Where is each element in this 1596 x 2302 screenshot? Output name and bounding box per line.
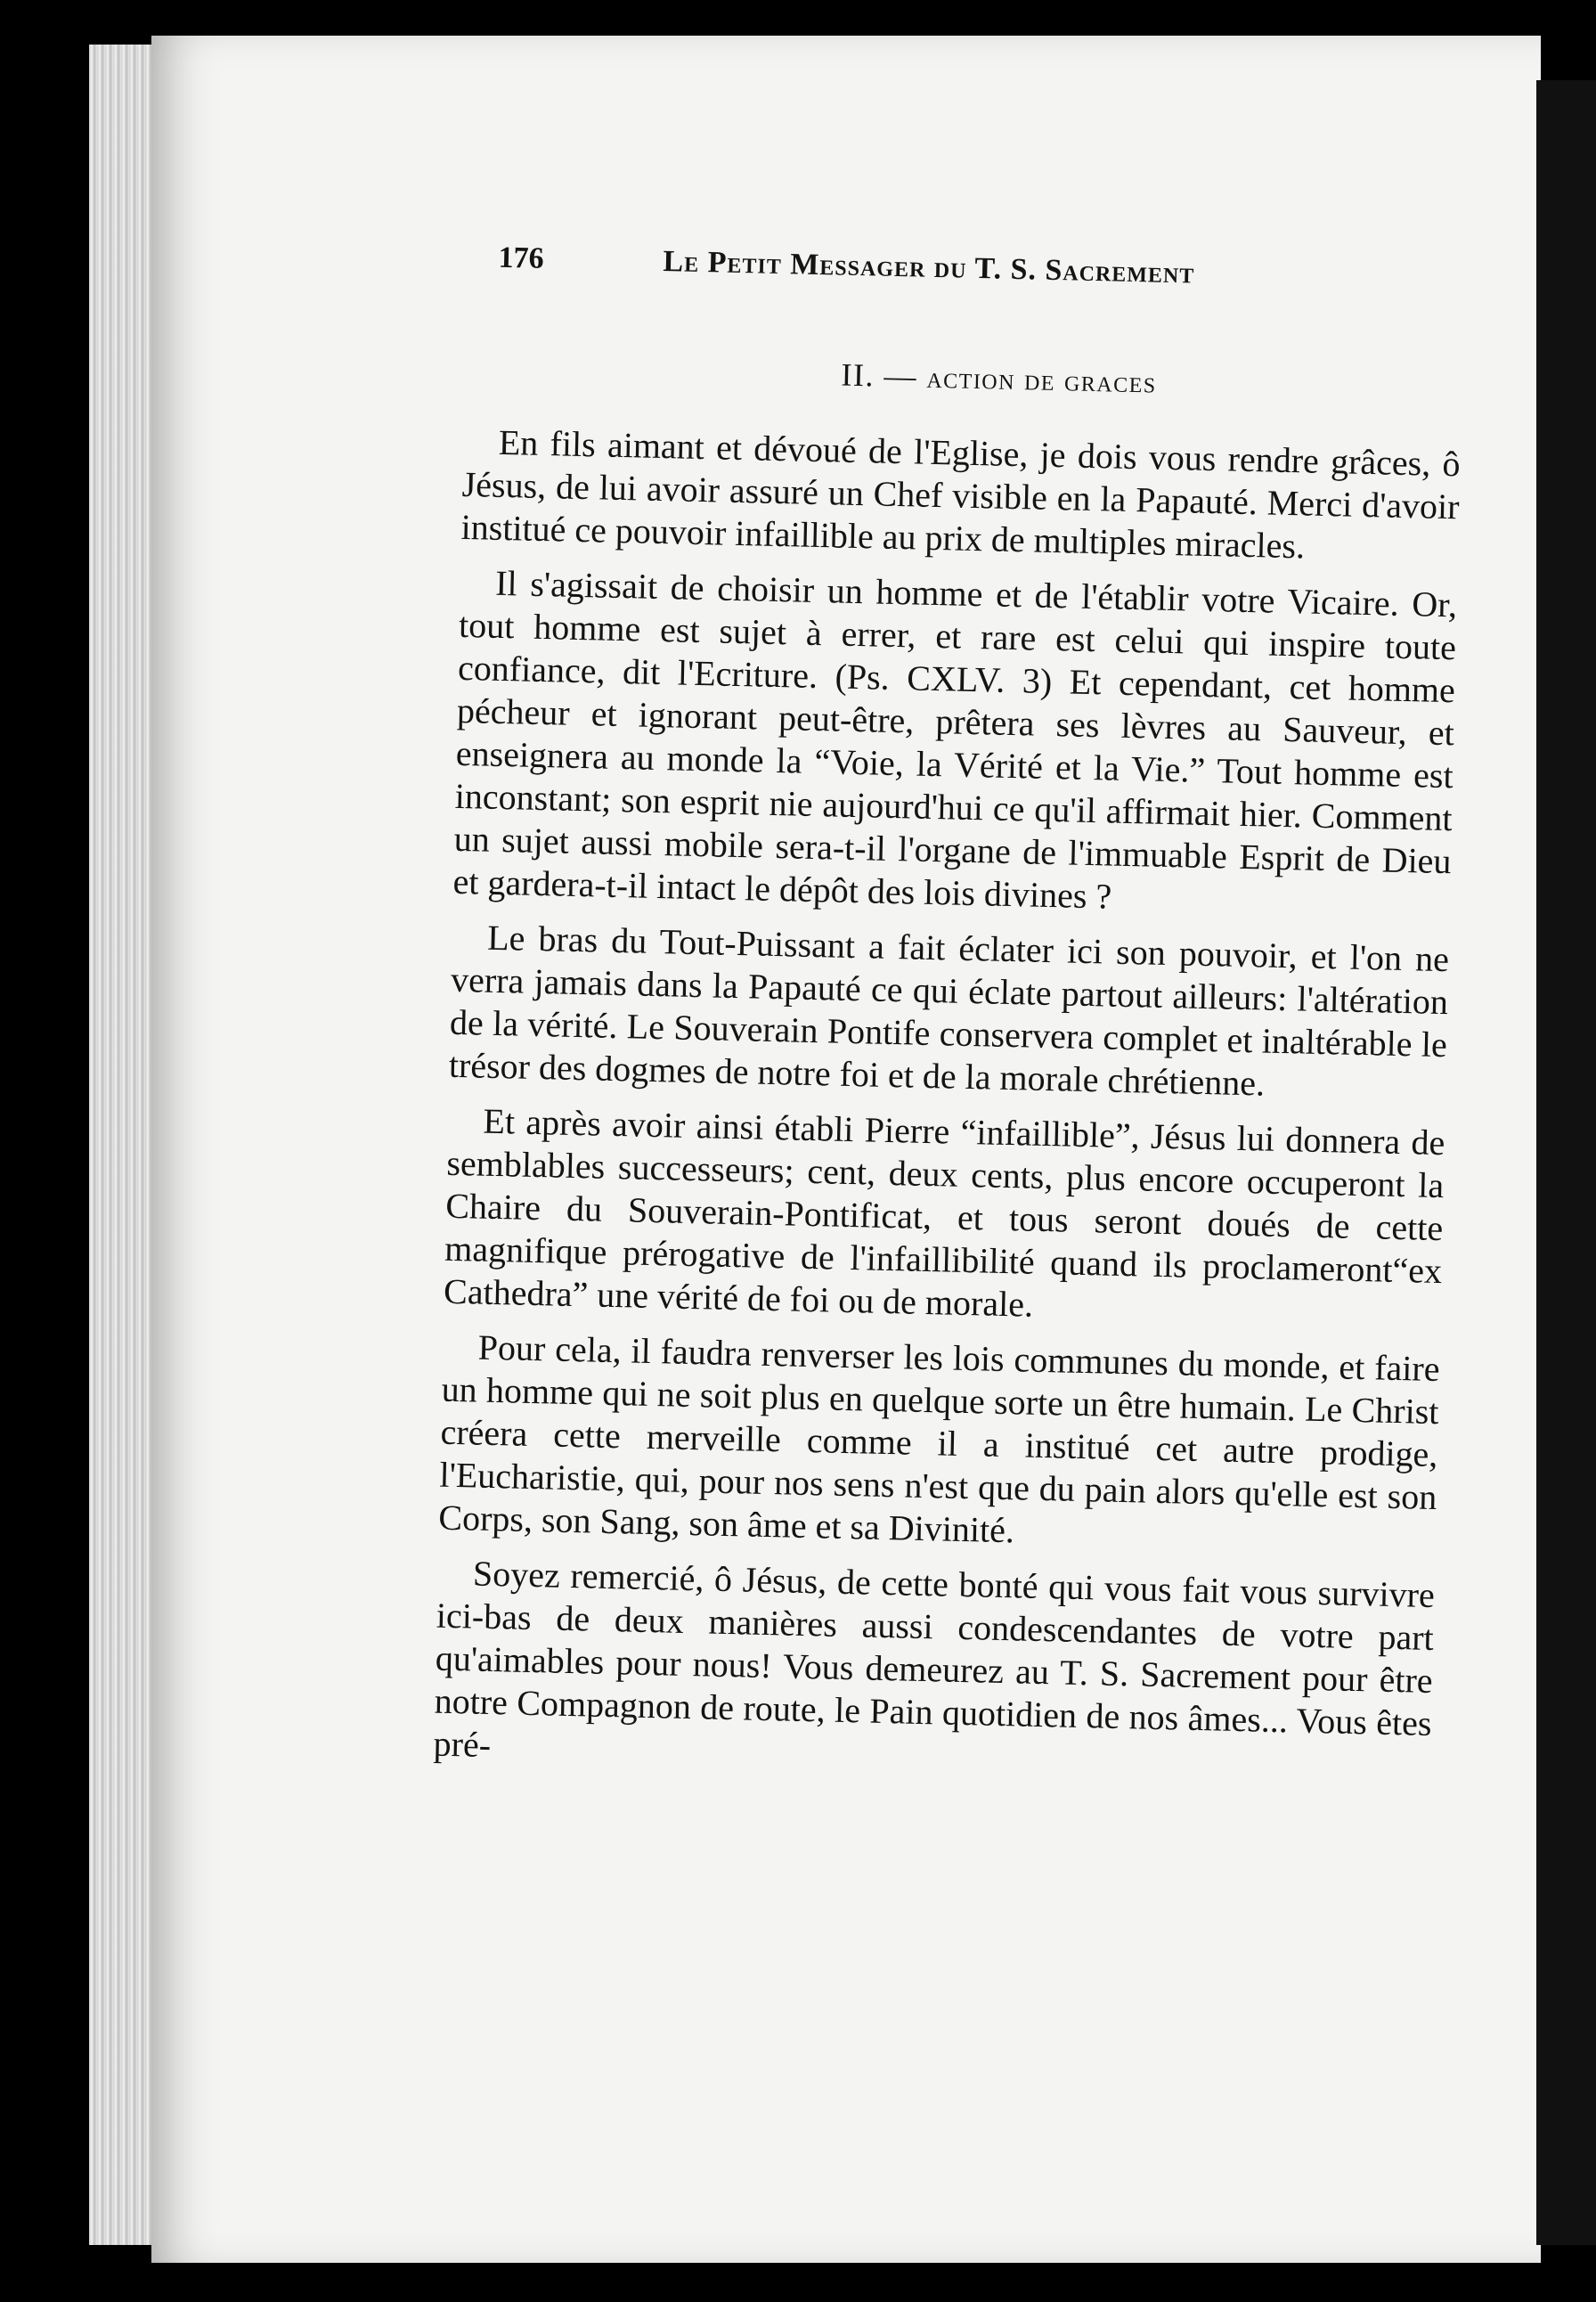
paragraph-3: Le bras du Tout-Puissant a fait éclater ici son pouvoir, et l'on ne verra jamais dans la Papauté ce qui éclate partout ailleurs: l'altération de la vérité. Le Souverain Pontife conservera complet et inaltérable le trésor des dogmes de notre foi et de la morale chrétienne. xyxy=(448,917,1450,1104)
section-title: action de graces xyxy=(926,361,1158,400)
section-heading xyxy=(535,349,1462,408)
paragraph-4: Et après avoir ainsi établi Pierre “infaillible”, Jésus lui donnera de semblables successeurs; cent, deux cents, plus encore occuperont la Chaire du Souverain-Pontificat, et tous seront doués de cette magnifique prérogative de l'infaillibilité quand ils proclameront“ex Cathedra” une vérité de foi ou de morale. xyxy=(443,1100,1445,1325)
running-title: Le Petit Messager du T. S. Sacrement xyxy=(663,244,1195,290)
page-number: 176 xyxy=(498,241,544,275)
paragraph-1: En fils aimant et dévoué de l'Eglise, je dois vous rendre grâces, ô Jésus, de lui avoir assuré un Chef visible en la Papauté. Merci d'avoir institué ce pouvoir infaillible au prix de multiples miracles. xyxy=(460,421,1462,567)
section-number: II. — xyxy=(841,356,918,395)
paragraph-6: Soyez remercié, ô Jésus, de cette bonté qui vous fait vous survivre ici-bas de deux manières aussi condescendantes de votre part qu'aimables pour nous! Vous demeurez au T. S. Sacrement pour être notre Compagnon de route, le Pain quotidien de nos âmes... Vous êtes pré- xyxy=(433,1553,1436,1766)
paragraph-5: Pour cela, il faudra renverser les lois communes du monde, et faire un homme qui ne soit plus en quelque sorte un être humain. Le Christ créera cette merveille comme il a institué cet autre prodige, l'Eucharistie, qui, pour nos sens n'est que du pain alors qu'elle est son Corps, son Sang, son âme et sa Divinité. xyxy=(437,1327,1441,1551)
paragraph-2: Il s'agissait de choisir un homme et de l'établir votre Vicaire. Or, tout homme est sujet à errer, et rare est celui qui inspire toute confiance, dit l'Ecriture. (Ps. CXLV. 3) Et cependant, cet homme pécheur et ignorant peut-être, prêtera ses lèvres au Sauveur, et enseignera au monde la “Voie, la Vérité et la Vie.” Tout homme est inconstant; son esprit nie aujourd'hui ce qu'il affirmait hier. Comment un sujet aussi mobile sera-t-il l'organe de l'immuable Esprit de Dieu et gardera-t-il intact le dépôt des lois divines ? xyxy=(452,562,1458,917)
page-content xyxy=(433,241,1465,1800)
book-gutter xyxy=(1536,80,1596,2245)
